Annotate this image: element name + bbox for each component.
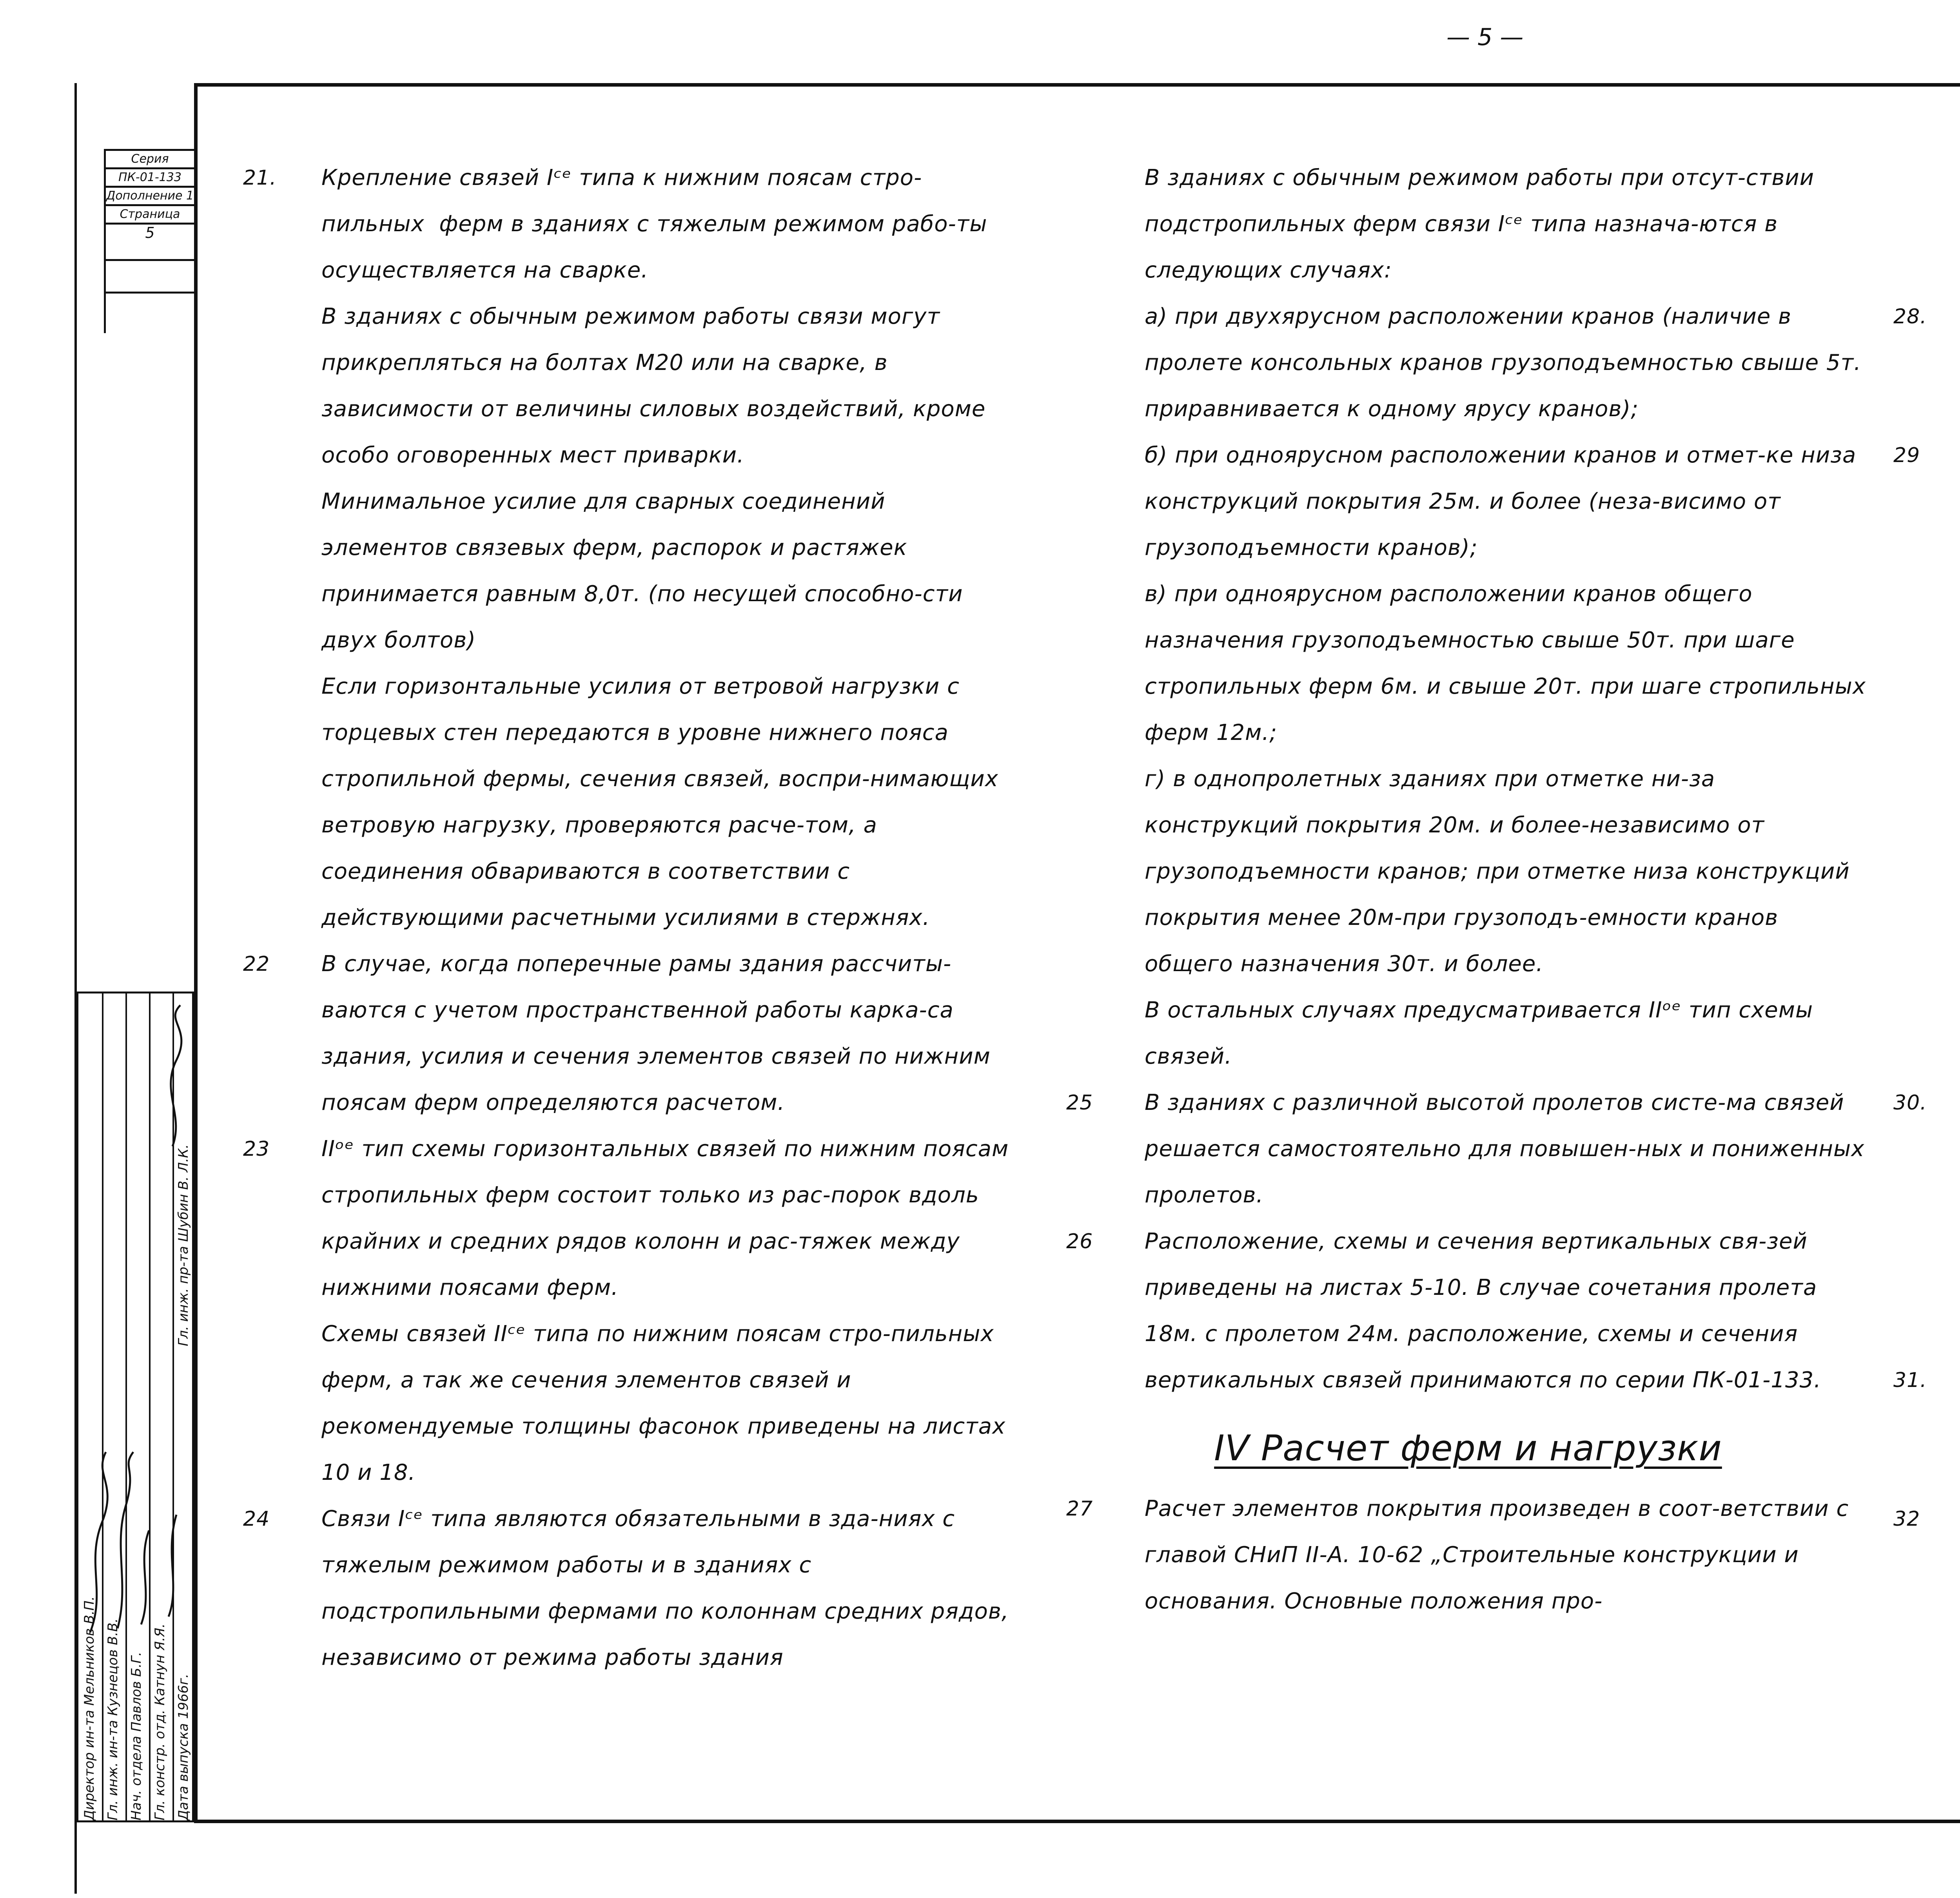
paragraph: 30. <box>1893 1091 1927 1115</box>
paragraph <box>1893 571 1960 756</box>
series-label: Серия <box>106 151 194 169</box>
paragraph: В зданиях с обычным режимом работы связи могут прикрепляться на болтах М20 или на сварке, в зависимости от величины силовых воздействий, кроме особо оговоренных мест приварки. <box>321 304 993 468</box>
signature-extra: Гл. инж. пр-та Шубин В. Л.К. <box>176 1144 191 1346</box>
paragraph: 28. <box>1893 305 1927 328</box>
paragraph: 25 В зданиях с различной высотой пролетов систе-ма связей решается самостоятельно для повышен-ных и пониженных пролетов. <box>1066 1090 1872 1208</box>
paragraph: Схемы связей IIᶜᵉ типа по нижним поясам стро-пильных ферм, а так же сечения элементов связей и рекомендуемые толщины фасонок приведены на листах 10 и 18. <box>321 1321 1013 1485</box>
signature-row-4: Гл. констр. отд. Катнун Я.Я. <box>152 1623 168 1820</box>
paragraph: Минимальное усилие для сварных соединений элементов связевых ферм, распорок и растяжек принимается равным 8,0т. (по несущей способно-сти двух болтов) <box>321 489 971 653</box>
handwritten-signature-top <box>153 997 192 1154</box>
paragraph: г) в однопролетных зданиях при отметке ни-за конструкций покрытия 20м. и более-независимо от грузоподъемности кранов; при отметке низа конструкций покрытия менее 20м-при грузоподъ-емности кранов общего назначения 30т. и более. <box>1145 766 1857 977</box>
paragraph: в) при одноярусном расположении кранов общего назначения грузоподъемностью свыше 50т. при шаге стропильных ферм 6м. и свыше 20т. при шаге стропильных ферм 12м.; <box>1145 581 1873 745</box>
paragraph: 22 В случае, когда поперечные рамы здания рассчиты-ваются с учетом пространственной работы карка-са здания, усилия и сечения элементов связей по нижним поясам ферм определяются расчетом. <box>243 951 998 1115</box>
paragraph: 31. <box>1893 1369 1927 1392</box>
paragraph: 32 <box>1893 1507 1920 1531</box>
signature-row-3: Нач. отдела Павлов Б.Г. <box>129 1651 144 1820</box>
paragraph: 24 Связи Iᶜᵉ типа являются обязательными в зда-ниях с тяжелым режимом работы и в зданиях с подстропильными фермами по колоннам средних рядов, независимо от режима работы здания <box>243 1506 1016 1670</box>
paragraph: В остальных случаях предусматривается IIᵒᵉ тип схемы связей. <box>1145 997 1821 1069</box>
paragraph: Если горизонтальные усилия от ветровой нагрузки с торцевых стен передаются в уровне нижнего пояса стропильной фермы, сечения связей, воспри-нимающих ветровую нагрузку, проверяются расче-том, а соединения обвариваются в соответствии с действующими расчетными усилиями в стержнях. <box>321 674 1006 930</box>
page-number: — 5 — <box>1446 24 1524 51</box>
handwritten-signatures <box>82 1444 192 1640</box>
paragraph: 26 Расположение, схемы и сечения вертикальных свя-зей приведены на листах 5-10. В случае сочетания пролета 18м. с пролетом 24м. расположение, схемы и сечения вертикальных связей принимаются по серии ПК-01-133. <box>1066 1229 1825 1393</box>
paragraph: В зданиях с обычным режимом работы при отсут-ствии подстропильных ферм связи Iᶜᵉ типа назнача-ются в следующих случаях: <box>1145 165 1822 283</box>
paragraph: б) при одноярусном расположении кранов и отмет-ке низа конструкций покрытия 25м. и более (неза-висимо от грузоподъемности кранов); <box>1145 442 1864 560</box>
series-value: ПК-01-133 <box>106 169 194 188</box>
section-heading: IV Расчет ферм и нагрузки <box>1214 1428 1722 1469</box>
text-column-3 <box>1893 155 1960 1635</box>
paragraph <box>1893 155 1960 294</box>
series-stamp <box>104 149 194 333</box>
paragraph: 29 <box>1893 444 1920 467</box>
paragraph: 21. Крепление связей Iᶜᵉ типа к нижним поясам стро-пильных ферм в зданиях с тяжелым режимом рабо-ты осуществляется на сварке. <box>243 165 995 283</box>
paragraph <box>1893 802 1960 1080</box>
text-column-1 <box>243 155 1019 1681</box>
paragraph: а) при двухярусном расположении кранов (наличие в пролете консольных кранов грузоподъемностью свыше 5т. приравнивается к одному ярусу кранов); <box>1145 304 1869 422</box>
page-label: Страница <box>106 206 194 225</box>
signature-row-2: Гл. инж. ин-та Кузнецов В.В. <box>105 1618 121 1820</box>
text-column-2 <box>1066 155 1873 1624</box>
signature-row-1: Директор ин-та Мельников В.П. <box>82 1596 97 1820</box>
paragraph <box>1893 756 1960 802</box>
signature-block <box>76 992 194 1822</box>
signature-row-5: Дата выпуска 1966г. <box>176 1673 191 1820</box>
page-value: 5 <box>106 225 194 261</box>
paragraph: 23 IIᵒᵉ тип схемы горизонтальных связей по нижним поясам стропильных ферм состоит только из рас-порок вдоль крайних и средних рядов колонн и рас-тяжек между нижними поясами ферм. <box>243 1136 1016 1300</box>
supplement-label: Дополнение 1 <box>106 188 194 206</box>
stamp-blank-cell <box>106 261 194 294</box>
paragraph: 27 Расчет элементов покрытия произведен в соот-ветствии с главой СНиП II-А. 10-62 „Строительные конструкции и основания. Основные положения про- <box>1066 1496 1857 1614</box>
